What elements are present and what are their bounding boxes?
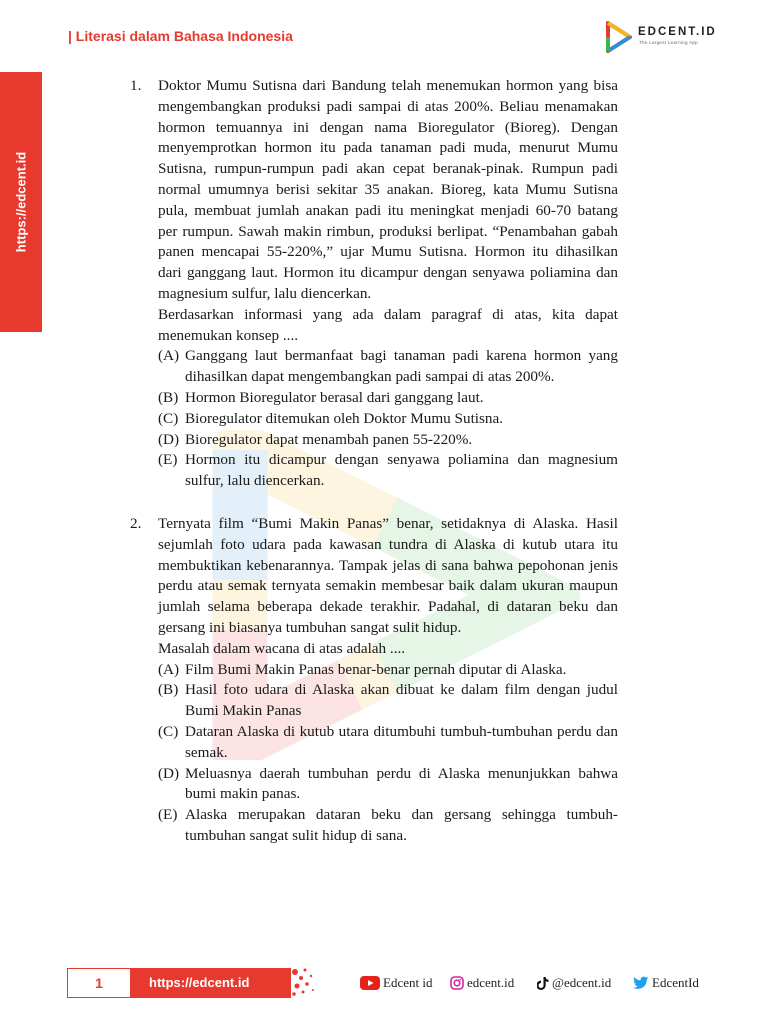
- option-text: Hormon Bioregulator berasal dari ganggang laut.: [185, 388, 484, 406]
- answer-option-d[interactable]: [158, 430, 618, 451]
- logo-text: EDCENT.ID: [638, 26, 717, 38]
- question-2: [130, 514, 618, 847]
- page-number: 1: [67, 968, 131, 998]
- sidebar-url[interactable]: https://edcent.id: [13, 151, 29, 253]
- tiktok-handle: @edcent.id: [552, 975, 612, 990]
- question-passage: Ternyata film “Bumi Makin Panas” benar, setidaknya di Alaska. Hasil sejumlah foto udara pada kawasan tundra di Alaska di kutub utara itu membuktikan kebenarannya. Tampak jelas di sana bahwa pepohonan jenis perdu atau semak ternyata semakin membesar baik dalam ukuran maupun jumlah selama beberapa dekade terakhir. Padahal, di dataran beku dan gersang ini biasanya tumbuhan sangat sulit hidup.: [158, 514, 618, 636]
- answer-option-d[interactable]: [158, 764, 618, 806]
- option-letter: (C): [158, 409, 179, 427]
- question-list: [130, 76, 618, 847]
- option-letter: (A): [158, 347, 180, 365]
- answer-option-b[interactable]: [158, 680, 618, 722]
- answer-option-c[interactable]: [158, 722, 618, 764]
- option-text: Ganggang laut bermanfaat bagi tanaman padi karena hormon yang dihasilkan dapat mengembangkan padi sampai di atas 200%.: [185, 347, 618, 386]
- edcent-logo-icon: [604, 20, 634, 54]
- tiktok-icon: [537, 976, 549, 990]
- option-text: Dataran Alaska di kutub utara ditumbuhi tumbuh-tumbuhan perdu dan semak.: [185, 722, 618, 761]
- option-letter: (D): [158, 764, 180, 782]
- option-text: Bioregulator dapat menambah panen 55-220%.: [185, 430, 473, 448]
- option-text: Hormon itu dicampur dengan senyawa poliamina dan magnesium sulfur, lalu diencerkan.: [185, 451, 618, 490]
- answer-option-e[interactable]: [158, 450, 618, 492]
- twitter-link[interactable]: [633, 975, 699, 991]
- logo-tagline: The Largest Learning App: [639, 40, 698, 45]
- question-prompt: Berdasarkan informasi yang ada dalam paragraf di atas, kita dapat menemukan konsep ....: [158, 305, 618, 344]
- option-letter: (C): [158, 722, 179, 740]
- instagram-handle: edcent.id: [467, 975, 515, 990]
- option-letter: (E): [158, 451, 178, 469]
- question-prompt: Masalah dalam wacana di atas adalah ....: [158, 639, 406, 657]
- option-text: Alaska merupakan dataran beku dan gersang sehingga tumbuh-tumbuhan sangat sulit hidup di sana.: [185, 806, 618, 844]
- footer-url-bar: [131, 968, 291, 998]
- edcent-logo: [604, 20, 717, 54]
- footer-url[interactable]: https://edcent.id: [149, 975, 250, 990]
- answer-option-e[interactable]: [158, 805, 618, 847]
- option-letter: (B): [158, 388, 179, 406]
- option-letter: (D): [158, 430, 180, 448]
- answer-option-a[interactable]: [158, 660, 618, 681]
- tiktok-link[interactable]: [537, 975, 611, 991]
- answer-option-a[interactable]: [158, 346, 618, 388]
- option-letter: (B): [158, 681, 179, 699]
- question-number: 1.: [130, 77, 142, 94]
- youtube-handle: Edcent id: [383, 975, 433, 990]
- header-title: | Literasi dalam Bahasa Indonesia: [68, 28, 293, 44]
- option-text: Bioregulator ditemukan oleh Doktor Mumu Sutisna.: [185, 409, 504, 427]
- twitter-handle: EdcentId: [652, 975, 699, 990]
- question-1: [130, 76, 618, 492]
- option-text: Film Bumi Makin Panas benar-benar pernah diputar di Alaska.: [185, 660, 567, 678]
- question-number: 2.: [130, 514, 142, 532]
- answer-option-b[interactable]: [158, 388, 618, 409]
- option-letter: (E): [158, 806, 178, 824]
- answer-option-c[interactable]: [158, 409, 618, 430]
- option-text: Meluasnya daerah tumbuhan perdu di Alaska menunjukkan bahwa bumi makin panas.: [185, 764, 618, 803]
- instagram-icon: [450, 976, 464, 990]
- question-passage: Doktor Mumu Sutisna dari Bandung telah menemukan hormon yang bisa mengembangkan produksi padi sampai di atas 200%. Beliau menamakan hormon temuannya ini dengan nama Bioregulator (Bioreg). Dengan menyemprotkan hormon itu pada tanaman padi muda, menurut Mumu Sutisna, rumpun-rumpun padi akan cepat beranak-pinak. Rumpun padi normal umumnya berisi sekitar 35 anakan. Bioreg, kata Mumu Sutisna pula, membuat jumlah anakan padi itu meningkat menjadi 60-70 batang per rumpun. Sawah makin rimbun, produksi berlipat. “Penambahan gabah panen mencapai 55-220%,” ujar Mumu Sutisna. Hormon itu dihasilkan dari ganggang laut. Hormon itu dicampur dengan senyawa poliamina dan magnesium sulfur, lalu diencerkan.: [158, 77, 618, 302]
- youtube-link[interactable]: [360, 975, 432, 991]
- sidebar-band: [0, 72, 42, 332]
- option-letter: (A): [158, 660, 180, 678]
- twitter-icon: [633, 976, 649, 990]
- option-text: Hasil foto udara di Alaska akan dibuat ke dalam film dengan judul Bumi Makin Panas: [185, 681, 618, 720]
- splatter-decoration: [291, 964, 321, 1000]
- youtube-icon: [360, 976, 380, 990]
- instagram-link[interactable]: [450, 975, 514, 991]
